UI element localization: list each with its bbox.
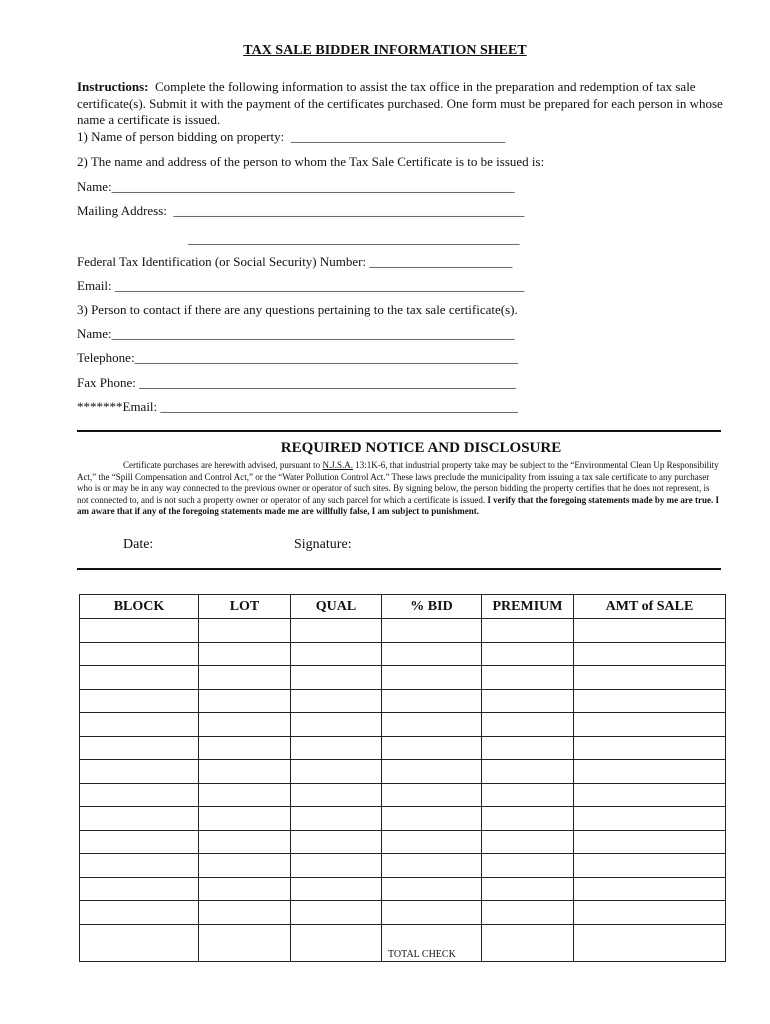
- fax-blank[interactable]: __________________________________________________________: [139, 375, 517, 390]
- pct-bid-cell[interactable]: [382, 736, 482, 760]
- bid-table: [79, 594, 726, 962]
- fein-row: [77, 254, 512, 270]
- pct-bid-cell[interactable]: [382, 924, 482, 962]
- q1-blank[interactable]: _________________________________: [287, 129, 506, 144]
- block-cell[interactable]: [80, 830, 199, 854]
- q2-label: 2) The name and address of the person to whom the Tax Sale Certificate is to be issued is:: [77, 154, 545, 169]
- email2-blank[interactable]: _______________________________________________________: [160, 399, 518, 414]
- amt-sale-cell[interactable]: [574, 854, 726, 878]
- lot-cell[interactable]: [199, 760, 291, 784]
- email2-row: [77, 399, 518, 415]
- fax-label: Fax Phone:: [77, 375, 136, 390]
- q1-label: 1) Name of person bidding on property:: [77, 129, 285, 144]
- total-check-label: TOTAL CHECK: [388, 949, 456, 960]
- contact-name-blank[interactable]: ______________________________________________________________: [111, 326, 515, 341]
- premium-cell[interactable]: [482, 901, 574, 925]
- pct-bid-cell[interactable]: [382, 666, 482, 690]
- lot-cell[interactable]: [199, 901, 291, 925]
- name-blank[interactable]: ______________________________________________________________: [111, 179, 515, 194]
- instructions-text: Complete the following information to assist the tax office in the preparation and redemption of tax sale certificate(s). Submit it with the payment of the certificates purchased. One form must be prepared for each person in whose name a certificate is issued.: [77, 79, 723, 127]
- qual-cell[interactable]: [291, 901, 382, 925]
- block-cell[interactable]: [80, 666, 199, 690]
- mailing-blank[interactable]: ______________________________________________________: [170, 203, 525, 218]
- lot-cell[interactable]: [199, 854, 291, 878]
- table-row: [80, 783, 726, 807]
- premium-cell[interactable]: [482, 713, 574, 737]
- page-title: TAX SALE BIDDER INFORMATION SHEET: [243, 43, 527, 58]
- lot-cell[interactable]: [199, 642, 291, 666]
- lot-cell[interactable]: [199, 736, 291, 760]
- qual-cell[interactable]: [291, 619, 382, 643]
- block-cell[interactable]: [80, 619, 199, 643]
- pct-bid-cell[interactable]: [382, 783, 482, 807]
- divider-top: [77, 430, 721, 432]
- lot-cell[interactable]: [199, 807, 291, 831]
- qual-cell[interactable]: [291, 877, 382, 901]
- mailing-row: [77, 203, 524, 219]
- table-header-row: [80, 595, 726, 619]
- qual-cell[interactable]: [291, 642, 382, 666]
- notice-text-1: Certificate purchases are herewith advised, pursuant to: [123, 460, 321, 470]
- qual-cell[interactable]: [291, 854, 382, 878]
- email2-label: *******Email:: [77, 399, 158, 414]
- notice-text: [77, 460, 722, 518]
- block-cell[interactable]: [80, 689, 199, 713]
- signature-label: Signature:: [294, 537, 352, 552]
- premium-cell[interactable]: [482, 854, 574, 878]
- block-cell[interactable]: [80, 901, 199, 925]
- amt-sale-cell[interactable]: [574, 830, 726, 854]
- qual-cell[interactable]: [291, 689, 382, 713]
- table-row: [80, 901, 726, 925]
- mailing-blank-2[interactable]: ___________________________________________________: [188, 231, 520, 246]
- name-label: Name:: [77, 179, 112, 194]
- telephone-row: [77, 350, 518, 366]
- pct-bid-cell[interactable]: [382, 901, 482, 925]
- block-cell[interactable]: [80, 713, 199, 737]
- premium-cell[interactable]: [482, 877, 574, 901]
- instructions-label: Instructions:: [77, 79, 149, 94]
- pct-bid-cell[interactable]: [382, 830, 482, 854]
- notice-njsa: N.J.S.A.: [322, 460, 353, 470]
- instructions: [77, 79, 727, 129]
- header-lot: LOT: [199, 595, 291, 619]
- amt-sale-cell[interactable]: [574, 783, 726, 807]
- premium-cell[interactable]: [482, 642, 574, 666]
- qual-cell[interactable]: [291, 924, 382, 962]
- email-label: Email:: [77, 278, 112, 293]
- pct-bid-cell[interactable]: [382, 854, 482, 878]
- contact-name-row: [77, 326, 515, 342]
- header-block: BLOCK: [80, 595, 199, 619]
- qual-cell[interactable]: [291, 666, 382, 690]
- pct-bid-cell[interactable]: [382, 642, 482, 666]
- table-row: [80, 736, 726, 760]
- telephone-blank[interactable]: ___________________________________________________________: [134, 350, 519, 365]
- premium-cell[interactable]: [482, 924, 574, 962]
- table-row: [80, 854, 726, 878]
- notice-text-2: 13:1K-6, that industrial property take may be subject to the “Environmental Clean Up Responsibility Act,” the “Spill Compensation and Control Act,” or the “Water Pollution Control Act.” These laws preclude the municipality from issuing a tax sale certificate to any purchaser who is or may be in any way connected to the previous owner or operator of such sites. By signing below, the person bidding the property certifies that he does not represent, is not connected to, and is not such a property owner or operator of any such parcel for which a certificate is issued.: [77, 460, 719, 505]
- block-cell[interactable]: [80, 736, 199, 760]
- q3-label: 3) Person to contact if there are any questions pertaining to the tax sale certificate(s).: [77, 302, 518, 317]
- block-cell[interactable]: [80, 807, 199, 831]
- block-cell[interactable]: [80, 924, 199, 962]
- premium-cell[interactable]: [482, 783, 574, 807]
- notice-title: REQUIRED NOTICE AND DISCLOSURE: [280, 440, 562, 456]
- email-blank[interactable]: _______________________________________________________________: [114, 278, 525, 293]
- table-row: [80, 713, 726, 737]
- premium-cell[interactable]: [482, 830, 574, 854]
- amt-sale-cell[interactable]: [574, 713, 726, 737]
- table-row: [80, 830, 726, 854]
- lot-cell[interactable]: [199, 666, 291, 690]
- amt-sale-cell[interactable]: [574, 619, 726, 643]
- amt-sale-cell[interactable]: [574, 924, 726, 962]
- email-row: [77, 278, 524, 294]
- amt-sale-cell[interactable]: [574, 689, 726, 713]
- premium-cell[interactable]: [482, 807, 574, 831]
- pct-bid-cell[interactable]: [382, 619, 482, 643]
- divider-bottom: [77, 568, 721, 570]
- pct-bid-cell[interactable]: [382, 877, 482, 901]
- q1-row: [77, 129, 505, 145]
- table-row: [80, 877, 726, 901]
- header-qual: QUAL: [291, 595, 382, 619]
- premium-cell[interactable]: [482, 619, 574, 643]
- amt-sale-cell[interactable]: [574, 736, 726, 760]
- table-row: [80, 760, 726, 784]
- premium-cell[interactable]: [482, 736, 574, 760]
- table-row: [80, 924, 726, 962]
- lot-cell[interactable]: [199, 783, 291, 807]
- table-row: [80, 689, 726, 713]
- table-row: [80, 642, 726, 666]
- date-label: Date:: [123, 537, 154, 552]
- fax-row: [77, 375, 516, 391]
- premium-cell[interactable]: [482, 760, 574, 784]
- table-row: [80, 619, 726, 643]
- premium-cell[interactable]: [482, 689, 574, 713]
- amt-sale-cell[interactable]: [574, 877, 726, 901]
- telephone-label: Telephone:: [77, 350, 135, 365]
- header-amt-sale: AMT of SALE: [574, 595, 726, 619]
- fein-blank[interactable]: ______________________: [369, 254, 513, 269]
- header-pct-bid: % BID: [382, 595, 482, 619]
- block-cell[interactable]: [80, 877, 199, 901]
- qual-cell[interactable]: [291, 736, 382, 760]
- notice-verify: I verify that the foregoing statements made by me are true. I am aware that if any of the foregoing statements made me are willfully false, I am subject to punishment.: [77, 494, 719, 517]
- lot-cell[interactable]: [199, 713, 291, 737]
- mailing-label: Mailing Address:: [77, 203, 167, 218]
- amt-sale-cell[interactable]: [574, 901, 726, 925]
- amt-sale-cell[interactable]: [574, 760, 726, 784]
- fein-label: Federal Tax Identification (or Social Security) Number:: [77, 254, 367, 269]
- table-row: [80, 807, 726, 831]
- amt-sale-cell[interactable]: [574, 642, 726, 666]
- block-cell[interactable]: [80, 642, 199, 666]
- pct-bid-cell[interactable]: [382, 807, 482, 831]
- name-row: [77, 179, 515, 195]
- block-cell[interactable]: [80, 783, 199, 807]
- table-row: [80, 666, 726, 690]
- contact-name-label: Name:: [77, 326, 112, 341]
- pct-bid-cell[interactable]: [382, 760, 482, 784]
- block-cell[interactable]: [80, 854, 199, 878]
- block-cell[interactable]: [80, 760, 199, 784]
- lot-cell[interactable]: [199, 830, 291, 854]
- qual-cell[interactable]: [291, 807, 382, 831]
- pct-bid-cell[interactable]: [382, 689, 482, 713]
- qual-cell[interactable]: [291, 713, 382, 737]
- lot-cell[interactable]: [199, 689, 291, 713]
- header-premium: PREMIUM: [482, 595, 574, 619]
- qual-cell[interactable]: [291, 783, 382, 807]
- amt-sale-cell[interactable]: [574, 666, 726, 690]
- premium-cell[interactable]: [482, 666, 574, 690]
- pct-bid-cell[interactable]: [382, 713, 482, 737]
- qual-cell[interactable]: [291, 760, 382, 784]
- qual-cell[interactable]: [291, 830, 382, 854]
- amt-sale-cell[interactable]: [574, 807, 726, 831]
- lot-cell[interactable]: [199, 877, 291, 901]
- lot-cell[interactable]: [199, 619, 291, 643]
- lot-cell[interactable]: [199, 924, 291, 962]
